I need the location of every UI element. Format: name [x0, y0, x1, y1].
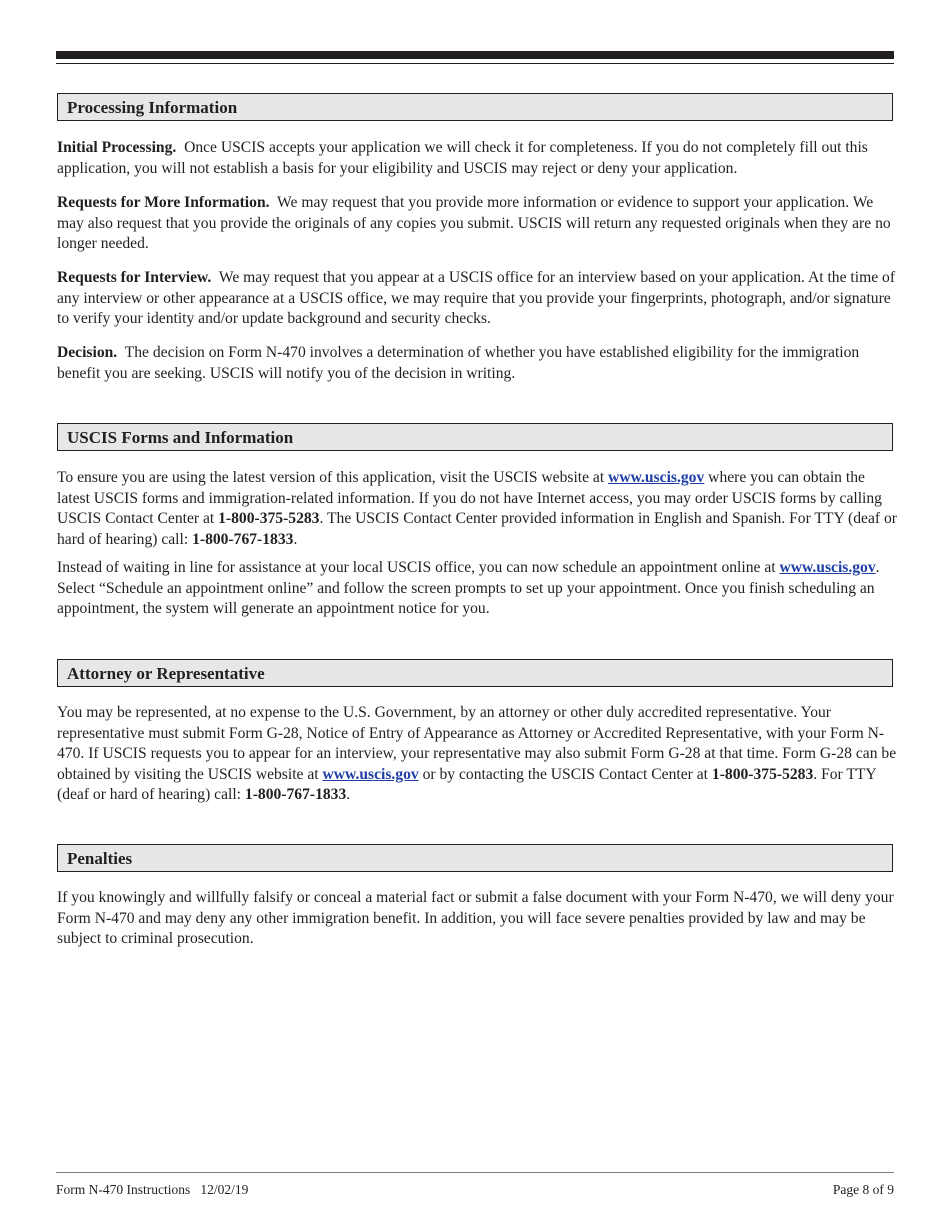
paragraph-latest-version: [57, 468, 897, 550]
schedule-text-1: Instead of waiting in line for assistance at your local USCIS office, you can now schedule an appointment online at: [57, 559, 780, 576]
schedule-text-2: . Select “Schedule an appointment online” and follow the screen prompts to set up your appointment. Once you finish scheduling an appointment, the system will generate an appointment notice for you.: [57, 559, 880, 617]
uscis-website-link[interactable]: www.uscis.gov: [608, 469, 705, 486]
forms-text-3: . The USCIS Contact Center provided information in English and Spanish. For TTY (deaf or hard of hearing) call:: [57, 510, 897, 548]
attorney-text-1: You may be represented, at no expense to the U.S. Government, by an attorney or other duly accredited representative. Your representative must submit Form G-28, Notice of Entry of Appearance as Attorney or Accredited Representative, with your Form N-470. If USCIS requests you to appear for an interview, your representative may also submit Form G-28 at that time. Form G-28 can be obtained by visiting the USCIS website at: [57, 704, 897, 783]
uscis-website-link[interactable]: www.uscis.gov: [779, 559, 876, 576]
lead-more-information: Requests for More Information.: [57, 194, 270, 211]
forms-text-2: where you can obtain the latest USCIS forms and immigration-related information. If you do not have Internet access, you may order USCIS forms by calling USCIS Contact Center at: [57, 469, 882, 527]
paragraph-representation: [57, 703, 897, 806]
contact-center-phone: 1-800-375-5283: [711, 765, 814, 783]
paragraph-decision: [57, 343, 897, 384]
footer-rule: [56, 1172, 894, 1173]
section-header-processing: Processing Information: [57, 93, 893, 121]
lead-decision: Decision.: [57, 344, 118, 361]
text-interview: We may request that you appear at a USCIS office for an interview based on your application. At the time of any interview or other appearance at a USCIS office, we may require that you provide your fingerprints, photograph, and/or signature to verify your identity and/or update background and security checks.: [57, 269, 896, 327]
forms-text-4: .: [293, 530, 298, 548]
tty-phone: 1-800-767-1833: [192, 530, 294, 548]
attorney-text-4: .: [346, 786, 351, 803]
paragraph-more-information: [57, 193, 897, 255]
section-header-forms: USCIS Forms and Information: [57, 423, 893, 451]
attorney-text-2: or by contacting the USCIS Contact Center at: [418, 765, 712, 783]
paragraph-schedule-appointment: [57, 558, 897, 620]
text-decision: The decision on Form N-470 involves a determination of whether you have established eligibility for the immigration benefit you are seeking. USCIS will notify you of the decision in writing.: [57, 344, 860, 382]
tty-phone: 1-800-767-1833: [244, 786, 347, 803]
header-rule-thick: [56, 51, 894, 59]
header-rule-thin: [56, 63, 894, 64]
paragraph-penalties: If you knowingly and willfully falsify or conceal a material fact or submit a false document with your Form N-470, we will deny your Form N-470 and may deny any other immigration benefit. In addition, you will face severe penalties provided by law and may be subject to criminal prosecution.: [57, 889, 894, 947]
paragraph-initial-processing: [57, 138, 897, 179]
contact-center-phone: 1-800-375-5283: [218, 510, 320, 527]
lead-initial-processing: Initial Processing.: [57, 139, 177, 156]
paragraph-interview: [57, 268, 897, 330]
section-header-penalties: Penalties: [57, 844, 893, 872]
text-more-information: We may request that you provide more information or evidence to support your application. We may also request that you provide the originals of any copies you submit. USCIS will return any requested originals when they are no longer needed.: [57, 194, 891, 252]
section-header-attorney: Attorney or Representative: [57, 659, 893, 687]
text-initial-processing: Once USCIS accepts your application we will check it for completeness. If you do not completely fill out this application, you will not establish a basis for your eligibility and USCIS may reject or deny your application.: [57, 139, 868, 177]
uscis-website-link[interactable]: www.uscis.gov: [322, 765, 419, 783]
lead-interview: Requests for Interview.: [57, 269, 212, 286]
footer-form-id: Form N-470 Instructions 12/02/19: [56, 1182, 249, 1197]
forms-text-1: To ensure you are using the latest version of this application, visit the USCIS website at: [57, 469, 609, 486]
footer-page-number: Page 8 of 9: [832, 1182, 894, 1197]
attorney-text-3: . For TTY (deaf or hard of hearing) call:: [57, 765, 877, 803]
